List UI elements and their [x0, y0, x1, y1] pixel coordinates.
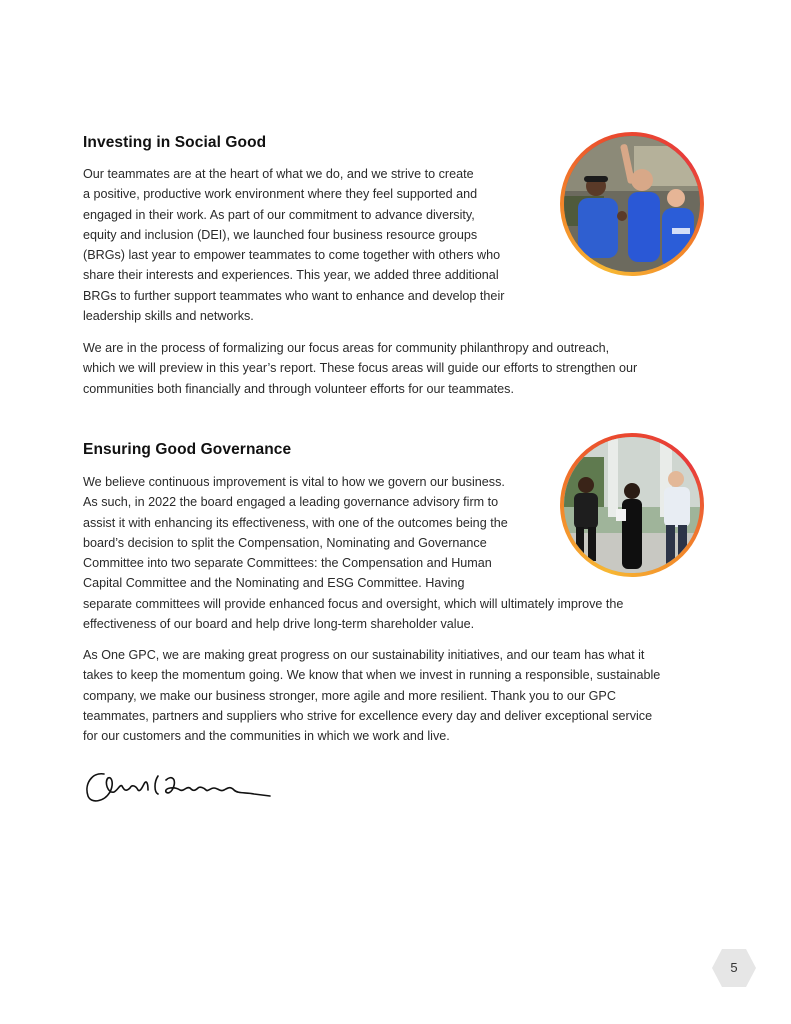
- text-line: BRGs to further support teammates who want to enhance and develop their: [83, 288, 505, 303]
- page-number-badge: [711, 948, 757, 988]
- text-line: Committee into two separate Committees: the Compensation and Human: [83, 556, 492, 571]
- page-number: 5: [730, 960, 738, 975]
- governance-paragraph-2: [83, 645, 660, 746]
- text-line: effectiveness of our board and help drive long-term shareholder value.: [83, 617, 475, 632]
- text-line: equity and inclusion (DEI), we launched four business resource groups: [83, 227, 478, 242]
- text-line: company, we make our business stronger, more agile and more resilient. Thank you to our GPC: [83, 688, 616, 703]
- text-line: which we will preview in this year’s report. These focus areas will guide our efforts to strengthen our: [83, 361, 638, 376]
- text-line: Capital Committee and the Nominating and ESG Committee. Having: [83, 576, 465, 591]
- text-line: (BRGs) last year to empower teammates to come together with others who: [83, 248, 501, 263]
- social-good-heading: Investing in Social Good: [83, 134, 267, 151]
- governance-heading: Ensuring Good Governance: [83, 441, 292, 458]
- volunteers-photo: [560, 132, 704, 276]
- text-line: separate committees will provide enhanced focus and oversight, which will ultimately improve the: [83, 596, 624, 611]
- text-line: As One GPC, we are making great progress on our sustainability initiatives, and our team has what it: [83, 648, 645, 662]
- ceo-signature: [82, 762, 277, 812]
- social-good-paragraph-2: [83, 338, 637, 399]
- social-good-section: [83, 134, 563, 152]
- text-line: board’s decision to split the Compensation, Nominating and Governance: [83, 535, 487, 550]
- text-line: leadership skills and networks.: [83, 309, 254, 324]
- social-good-paragraph-1: [83, 164, 504, 326]
- text-line: We believe continuous improvement is vital to how we govern our business.: [83, 475, 505, 489]
- text-line: assist it with enhancing its effectiveness, with one of the outcomes being the: [83, 515, 508, 530]
- text-line: Our teammates are at the heart of what we do, and we strive to create: [83, 167, 474, 181]
- governance-section: [83, 441, 563, 459]
- text-line: takes to keep the momentum going. We know that when we invest in running a responsible, sustainable: [83, 668, 661, 683]
- governance-paragraph-1: [83, 472, 623, 634]
- text-line: teammates, partners and suppliers who strive for excellence every day and deliver exceptional service: [83, 708, 653, 723]
- text-line: communities both financially and through volunteer efforts for our teammates.: [83, 381, 514, 396]
- text-line: for our customers and the communities in which we work and live.: [83, 729, 450, 744]
- text-line: share their interests and experiences. This year, we added three additional: [83, 268, 499, 283]
- text-line: a positive, productive work environment where they feel supported and: [83, 187, 478, 202]
- text-line: We are in the process of formalizing our focus areas for community philanthropy and outreach,: [83, 341, 610, 355]
- leadership-walking-photo: [560, 433, 704, 577]
- text-line: engaged in their work. As part of our commitment to advance diversity,: [83, 207, 475, 222]
- text-line: As such, in 2022 the board engaged a leading governance advisory firm to: [83, 495, 499, 510]
